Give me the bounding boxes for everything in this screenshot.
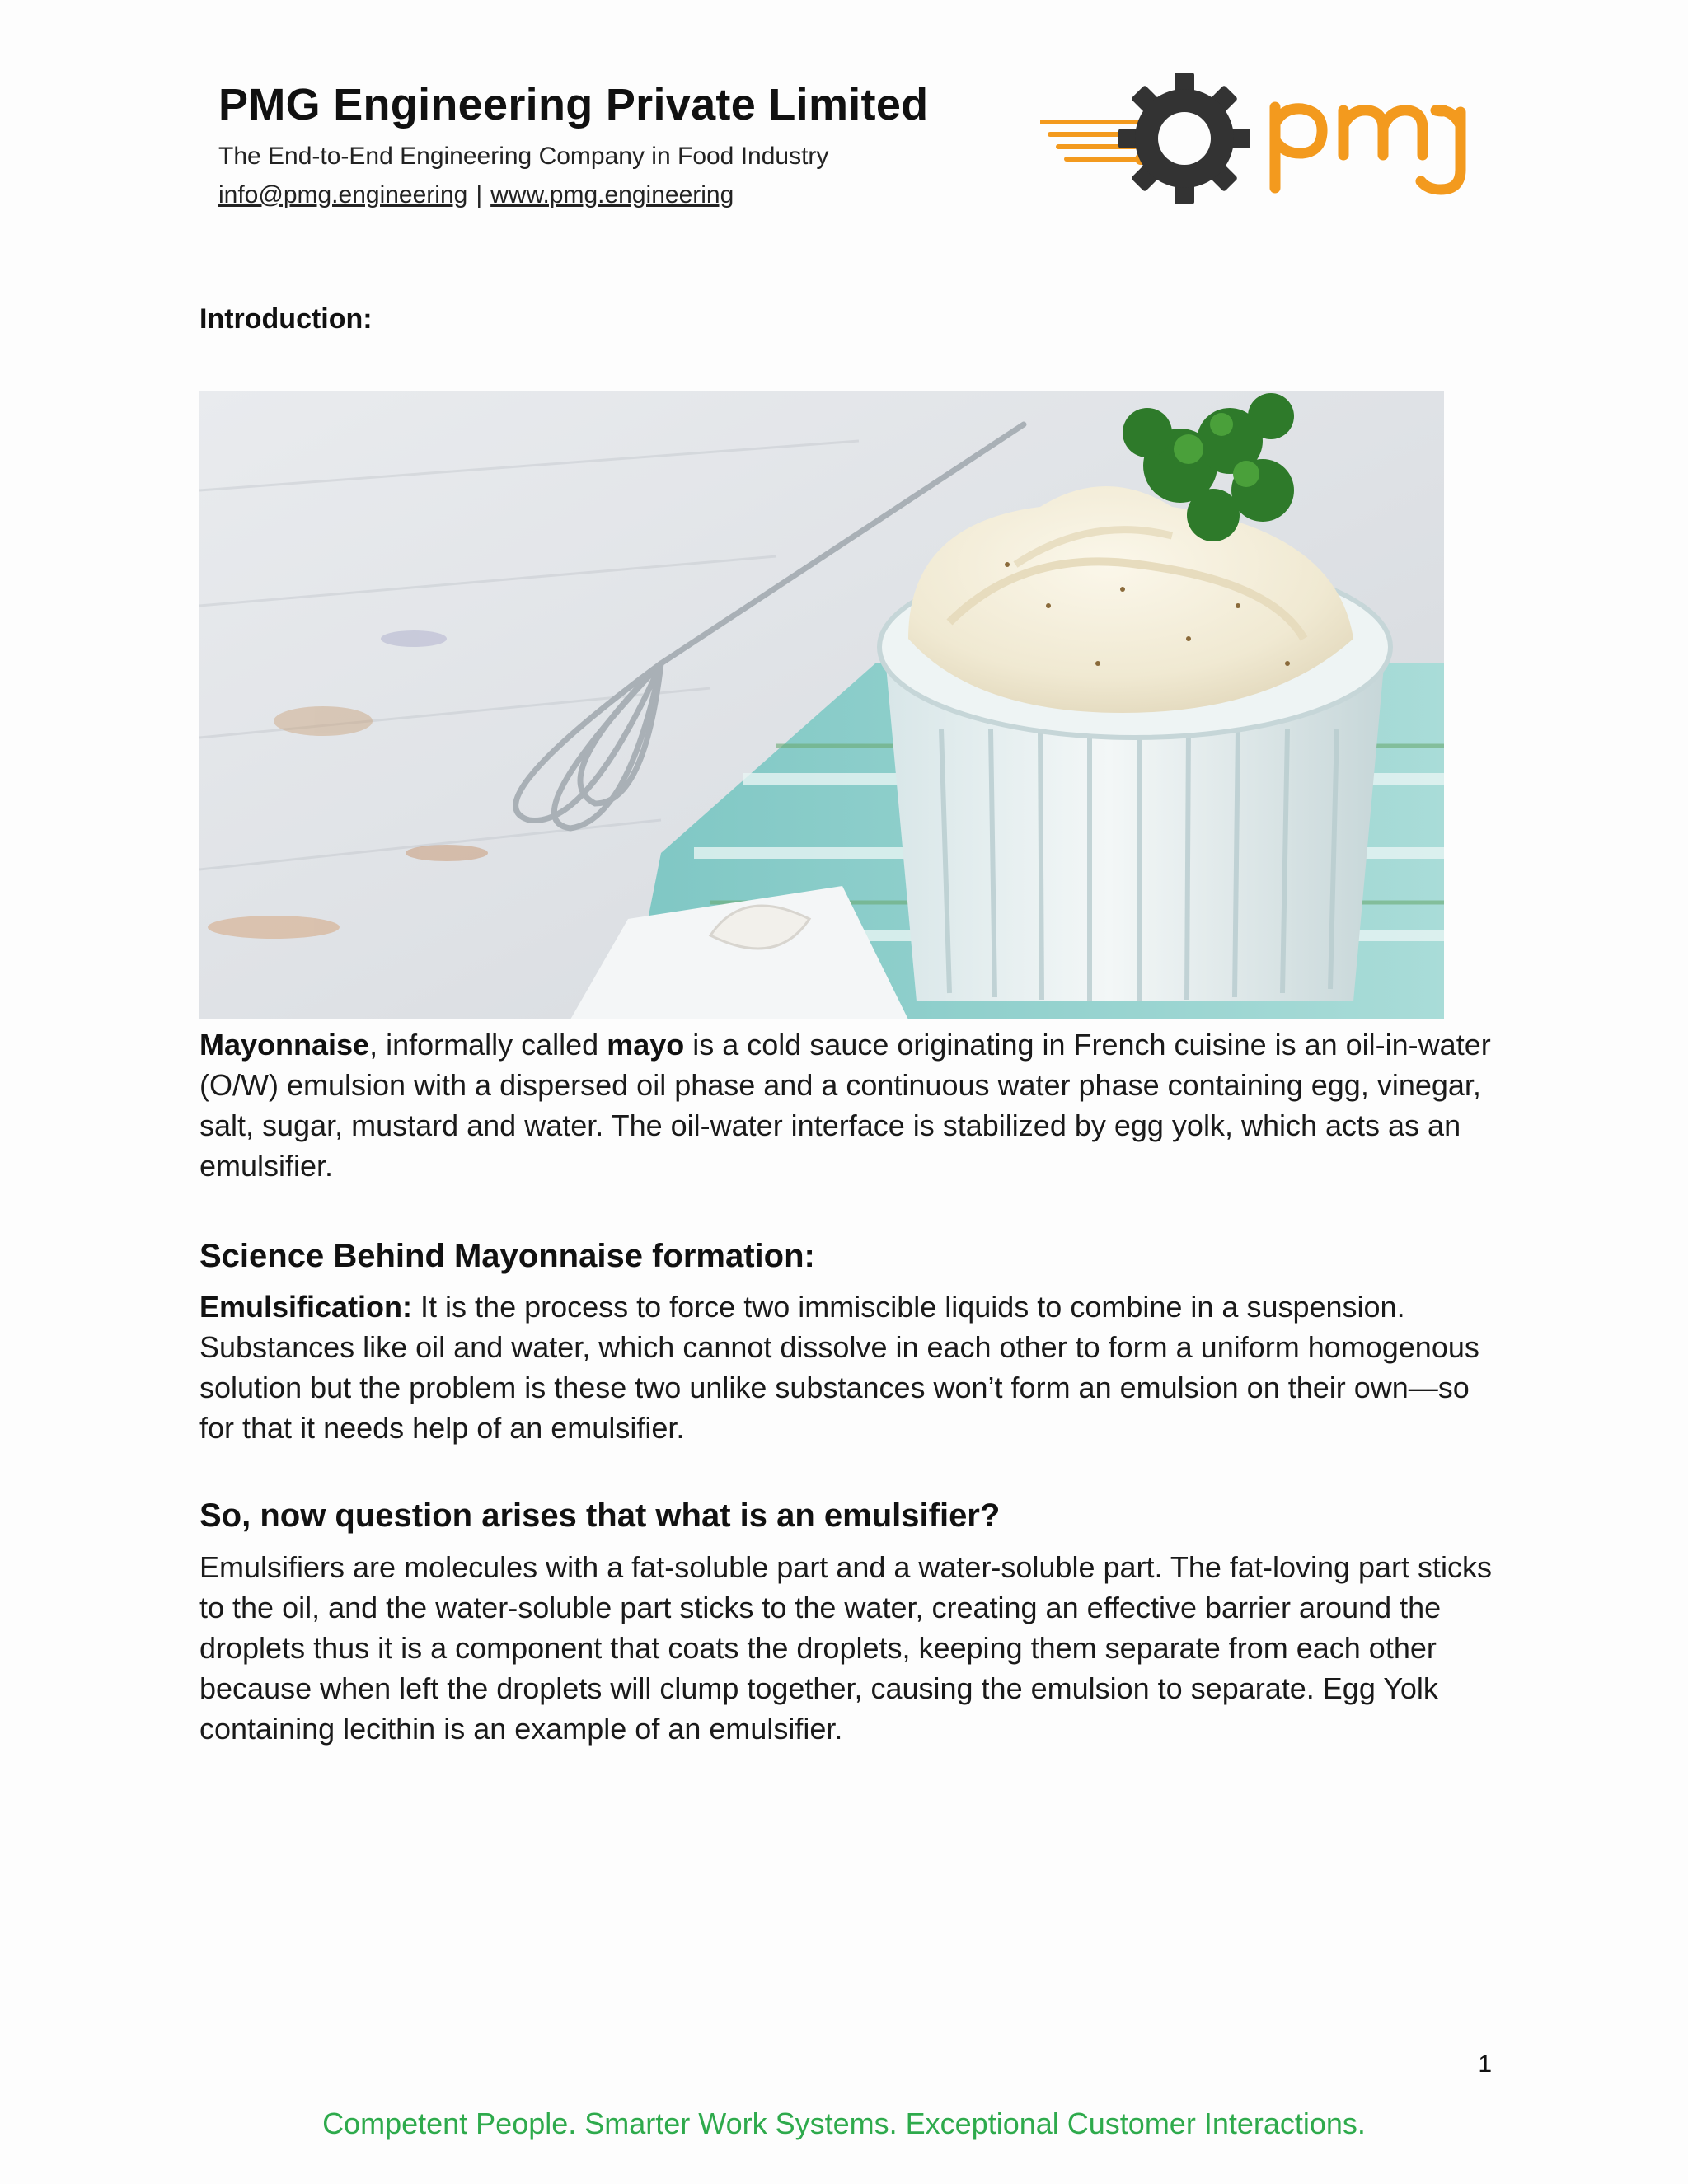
intro-section: [199, 303, 1502, 335]
website-link[interactable]: www.pmg.engineering: [490, 180, 734, 209]
science-text: It is the process to force two immiscible liquids to combine in a suspension. Substances like oil and water, which cannot dissolve in each other to form a uniform homogenous solution but the problem is these two unlike substances won’t form an emulsion on their own—so for that it needs help of an emulsifier.: [199, 1290, 1479, 1445]
intro-heading: Introduction:: [199, 303, 373, 335]
science-paragraph: [199, 1286, 1502, 1448]
company-name: PMG Engineering Private Limited: [218, 80, 929, 129]
emulsifier-section-heading-wrap: [199, 1496, 1502, 1535]
term-mayonnaise: Mayonnaise: [199, 1028, 370, 1062]
intro-text-a: , informally called: [369, 1028, 607, 1062]
mayonnaise-bowl-photo: [199, 391, 1444, 1019]
emulsifier-paragraph-text: Emulsifiers are molecules with a fat-soluble part and a water-soluble part. The fat-loving part sticks to the oil, and the water-soluble part sticks to the water, creating an effective barrier around the droplets thus it is a component that coats the droplets, keeping them separate from each other because when left the droplets will clump together, causing the emulsion to separate. Egg Yolk containing lecithin is an example of an emulsifier.: [199, 1550, 1493, 1746]
term-emulsification: Emulsification:: [199, 1290, 413, 1324]
email-link[interactable]: info@pmg.engineering: [218, 180, 468, 209]
intro-text-b: is a cold sauce originating in French cuisine is an oil-in-water (O/W) emulsion with a dispersed oil phase and a continuous water phase containing egg, vinegar, salt, sugar, mustard and water. The oil-water interface is stabilized by egg yolk, which acts as an emulsifier.: [199, 1028, 1491, 1183]
science-paragraph-text: [199, 1286, 1502, 1448]
intro-paragraph: [199, 1024, 1502, 1186]
gear-circuit-icon: [1040, 73, 1469, 204]
science-section-heading: Science Behind Mayonnaise formation:: [199, 1238, 815, 1274]
emulsifier-section-heading: So, now question arises that what is an emulsifier?: [199, 1497, 1001, 1534]
term-mayo: mayo: [607, 1028, 685, 1062]
company-tagline: The End-to-End Engineering Company in Food Industry: [218, 142, 829, 170]
intro-paragraph-text: [199, 1024, 1502, 1186]
contact-line: [218, 179, 960, 211]
emulsifier-paragraph: [199, 1547, 1502, 1749]
mayonnaise-photo-illustration: [199, 391, 1444, 1019]
science-section-heading-wrap: [199, 1236, 1502, 1276]
footer-slogan: Competent People. Smarter Work Systems. Exceptional Customer Interactions.: [322, 2107, 1366, 2140]
page-number: 1: [1478, 2050, 1492, 2078]
pmg-logo: [1040, 73, 1469, 204]
letterhead: [218, 78, 960, 211]
contact-separator: |: [476, 180, 483, 209]
